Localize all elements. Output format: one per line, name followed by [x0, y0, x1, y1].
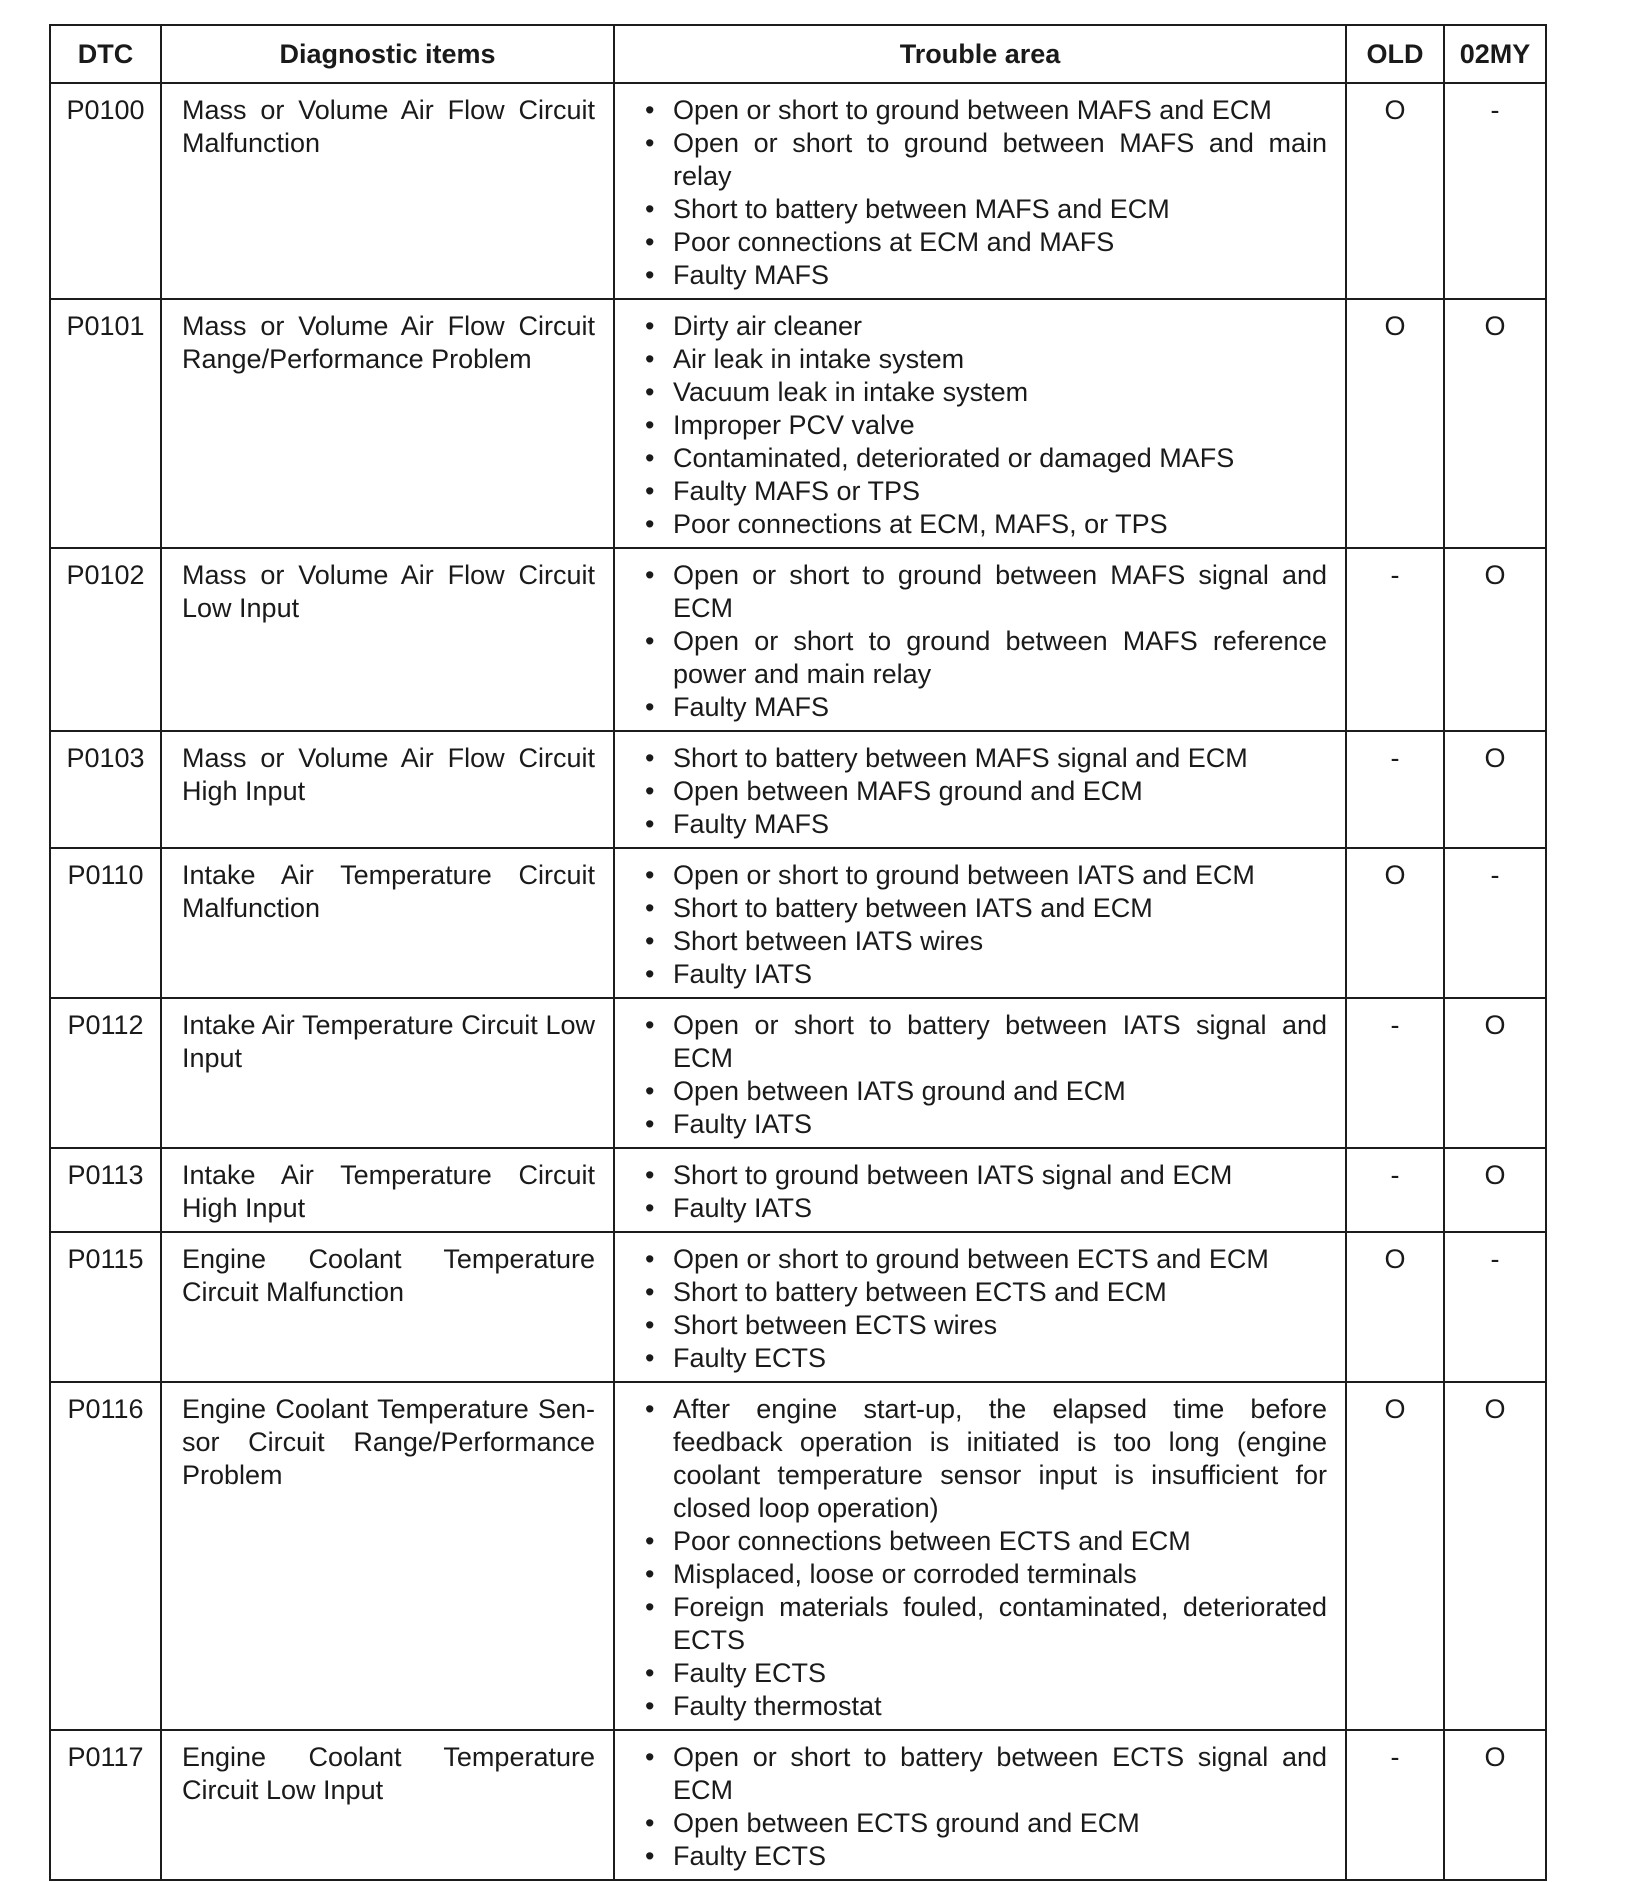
- trouble-area-item: • Short to battery between IATS and ECM: [643, 892, 1327, 925]
- trouble-area-cell: [614, 998, 1346, 1148]
- header-02my: 02MY: [1444, 25, 1546, 83]
- trouble-area-list: [643, 94, 1327, 292]
- trouble-area-item: • Open or short to ground between MAFS and main relay: [643, 127, 1327, 193]
- table-header-row: [50, 25, 1546, 83]
- trouble-area-list: [643, 310, 1327, 541]
- old-mark: O: [1346, 1382, 1444, 1730]
- trouble-area-list: [643, 742, 1327, 841]
- table-row: [50, 848, 1546, 998]
- trouble-area-list: [643, 1243, 1327, 1375]
- trouble-area-item: • Short to ground between IATS signal and ECM: [643, 1159, 1327, 1192]
- diagnostic-item-cell: [161, 83, 614, 299]
- trouble-area-list: [643, 1009, 1327, 1141]
- 02my-mark: -: [1444, 83, 1546, 299]
- old-mark: -: [1346, 1730, 1444, 1880]
- 02my-mark: -: [1444, 848, 1546, 998]
- dtc-table: [49, 24, 1547, 1881]
- diagnostic-item-text: Engine Coolant Temperature Circuit Low Input: [182, 1742, 595, 1805]
- trouble-area-item: • Poor connections at ECM and MAFS: [643, 226, 1327, 259]
- 02my-mark: O: [1444, 1382, 1546, 1730]
- trouble-area-item: • Faulty ECTS: [643, 1657, 1327, 1690]
- dtc-code: P0103: [50, 731, 161, 848]
- trouble-area-item: • Faulty MAFS: [643, 259, 1327, 292]
- trouble-area-item: • Faulty IATS: [643, 1108, 1327, 1141]
- table-row: [50, 1232, 1546, 1382]
- trouble-area-list: [643, 559, 1327, 724]
- trouble-area-cell: [614, 1232, 1346, 1382]
- diagnostic-item-text: Intake Air Temperature Circuit High Input: [182, 1160, 595, 1223]
- trouble-area-list: [643, 859, 1327, 991]
- trouble-area-item: • Faulty ECTS: [643, 1840, 1327, 1873]
- dtc-code: P0115: [50, 1232, 161, 1382]
- diagnostic-item-cell: [161, 1382, 614, 1730]
- trouble-area-item: • Faulty IATS: [643, 1192, 1327, 1225]
- trouble-area-item: • Open or short to ground between ECTS and ECM: [643, 1243, 1327, 1276]
- trouble-area-cell: [614, 1148, 1346, 1232]
- trouble-area-item: • Improper PCV valve: [643, 409, 1327, 442]
- dtc-code: P0102: [50, 548, 161, 731]
- trouble-area-item: • Vacuum leak in intake system: [643, 376, 1327, 409]
- dtc-code: P0117: [50, 1730, 161, 1880]
- table-row: [50, 1382, 1546, 1730]
- 02my-mark: O: [1444, 299, 1546, 548]
- diagnostic-item-text: Mass or Volume Air Flow Circuit Low Input: [182, 560, 595, 623]
- old-mark: O: [1346, 1232, 1444, 1382]
- trouble-area-item: • Open or short to ground between MAFS and ECM: [643, 94, 1327, 127]
- trouble-area-item: • Open or short to battery between ECTS signal and ECM: [643, 1741, 1327, 1807]
- 02my-mark: O: [1444, 1730, 1546, 1880]
- table-body: [50, 83, 1546, 1880]
- trouble-area-list: [643, 1741, 1327, 1873]
- diagnostic-item-text: Intake Air Temperature Circuit Low Input: [182, 1010, 595, 1073]
- table-row: [50, 731, 1546, 848]
- trouble-area-item: • After engine start-up, the elapsed time before feedback operation is initiated is too long (engine coolant temperature sensor input is insufficient for closed loop operation): [643, 1393, 1327, 1525]
- trouble-area-item: • Poor connections between ECTS and ECM: [643, 1525, 1327, 1558]
- header-diagnostic-items: Diagnostic items: [161, 25, 614, 83]
- old-mark: -: [1346, 998, 1444, 1148]
- table-row: [50, 299, 1546, 548]
- trouble-area-item: • Contaminated, deteriorated or damaged MAFS: [643, 442, 1327, 475]
- trouble-area-item: • Short to battery between MAFS and ECM: [643, 193, 1327, 226]
- diagnostic-item-text: Engine Coolant Temperature Sen-sor Circuit Range/Performance Problem: [182, 1394, 595, 1490]
- trouble-area-item: • Faulty MAFS: [643, 691, 1327, 724]
- trouble-area-item: • Short to battery between ECTS and ECM: [643, 1276, 1327, 1309]
- diagnostic-item-cell: [161, 848, 614, 998]
- trouble-area-cell: [614, 1382, 1346, 1730]
- dtc-code: P0100: [50, 83, 161, 299]
- dtc-code: P0101: [50, 299, 161, 548]
- header-trouble-area: Trouble area: [614, 25, 1346, 83]
- table-row: [50, 1148, 1546, 1232]
- table-row: [50, 83, 1546, 299]
- header-old: OLD: [1346, 25, 1444, 83]
- trouble-area-item: • Air leak in intake system: [643, 343, 1327, 376]
- 02my-mark: -: [1444, 1232, 1546, 1382]
- trouble-area-cell: [614, 548, 1346, 731]
- trouble-area-item: • Open between ECTS ground and ECM: [643, 1807, 1327, 1840]
- header-dtc: DTC: [50, 25, 161, 83]
- trouble-area-cell: [614, 83, 1346, 299]
- trouble-area-item: • Open or short to battery between IATS signal and ECM: [643, 1009, 1327, 1075]
- trouble-area-cell: [614, 299, 1346, 548]
- diagnostic-item-cell: [161, 548, 614, 731]
- diagnostic-item-text: Mass or Volume Air Flow Circuit High Input: [182, 743, 595, 806]
- trouble-area-item: • Open or short to ground between MAFS signal and ECM: [643, 559, 1327, 625]
- diagnostic-item-cell: [161, 731, 614, 848]
- trouble-area-item: • Faulty thermostat: [643, 1690, 1327, 1723]
- trouble-area-cell: [614, 731, 1346, 848]
- trouble-area-item: • Short between IATS wires: [643, 925, 1327, 958]
- diagnostic-item-cell: [161, 1730, 614, 1880]
- old-mark: O: [1346, 848, 1444, 998]
- diagnostic-item-text: Mass or Volume Air Flow Circuit Range/Performance Problem: [182, 311, 595, 374]
- table-row: [50, 1730, 1546, 1880]
- old-mark: O: [1346, 299, 1444, 548]
- trouble-area-item: • Open between MAFS ground and ECM: [643, 775, 1327, 808]
- trouble-area-cell: [614, 848, 1346, 998]
- trouble-area-item: • Poor connections at ECM, MAFS, or TPS: [643, 508, 1327, 541]
- diagnostic-item-cell: [161, 1232, 614, 1382]
- diagnostic-item-cell: [161, 299, 614, 548]
- dtc-code: P0112: [50, 998, 161, 1148]
- trouble-area-item: • Open or short to ground between MAFS reference power and main relay: [643, 625, 1327, 691]
- trouble-area-list: [643, 1393, 1327, 1723]
- old-mark: -: [1346, 1148, 1444, 1232]
- dtc-code: P0113: [50, 1148, 161, 1232]
- dtc-code: P0116: [50, 1382, 161, 1730]
- table-row: [50, 998, 1546, 1148]
- trouble-area-item: • Short to battery between MAFS signal and ECM: [643, 742, 1327, 775]
- 02my-mark: O: [1444, 731, 1546, 848]
- trouble-area-item: • Open or short to ground between IATS and ECM: [643, 859, 1327, 892]
- trouble-area-item: • Faulty MAFS: [643, 808, 1327, 841]
- diagnostic-item-text: Engine Coolant Temperature Circuit Malfunction: [182, 1244, 595, 1307]
- trouble-area-item: • Open between IATS ground and ECM: [643, 1075, 1327, 1108]
- diagnostic-item-text: Intake Air Temperature Circuit Malfunction: [182, 860, 595, 923]
- 02my-mark: O: [1444, 1148, 1546, 1232]
- trouble-area-item: • Misplaced, loose or corroded terminals: [643, 1558, 1327, 1591]
- trouble-area-list: [643, 1159, 1327, 1225]
- trouble-area-item: • Faulty IATS: [643, 958, 1327, 991]
- dtc-code: P0110: [50, 848, 161, 998]
- diagnostic-item-cell: [161, 998, 614, 1148]
- 02my-mark: O: [1444, 998, 1546, 1148]
- old-mark: O: [1346, 83, 1444, 299]
- diagnostic-item-cell: [161, 1148, 614, 1232]
- trouble-area-item: • Faulty ECTS: [643, 1342, 1327, 1375]
- table-row: [50, 548, 1546, 731]
- trouble-area-item: • Short between ECTS wires: [643, 1309, 1327, 1342]
- diagnostic-item-text: Mass or Volume Air Flow Circuit Malfunction: [182, 95, 595, 158]
- 02my-mark: O: [1444, 548, 1546, 731]
- trouble-area-cell: [614, 1730, 1346, 1880]
- trouble-area-item: • Foreign materials fouled, contaminated, deteriorated ECTS: [643, 1591, 1327, 1657]
- trouble-area-item: • Dirty air cleaner: [643, 310, 1327, 343]
- trouble-area-item: • Faulty MAFS or TPS: [643, 475, 1327, 508]
- old-mark: -: [1346, 731, 1444, 848]
- old-mark: -: [1346, 548, 1444, 731]
